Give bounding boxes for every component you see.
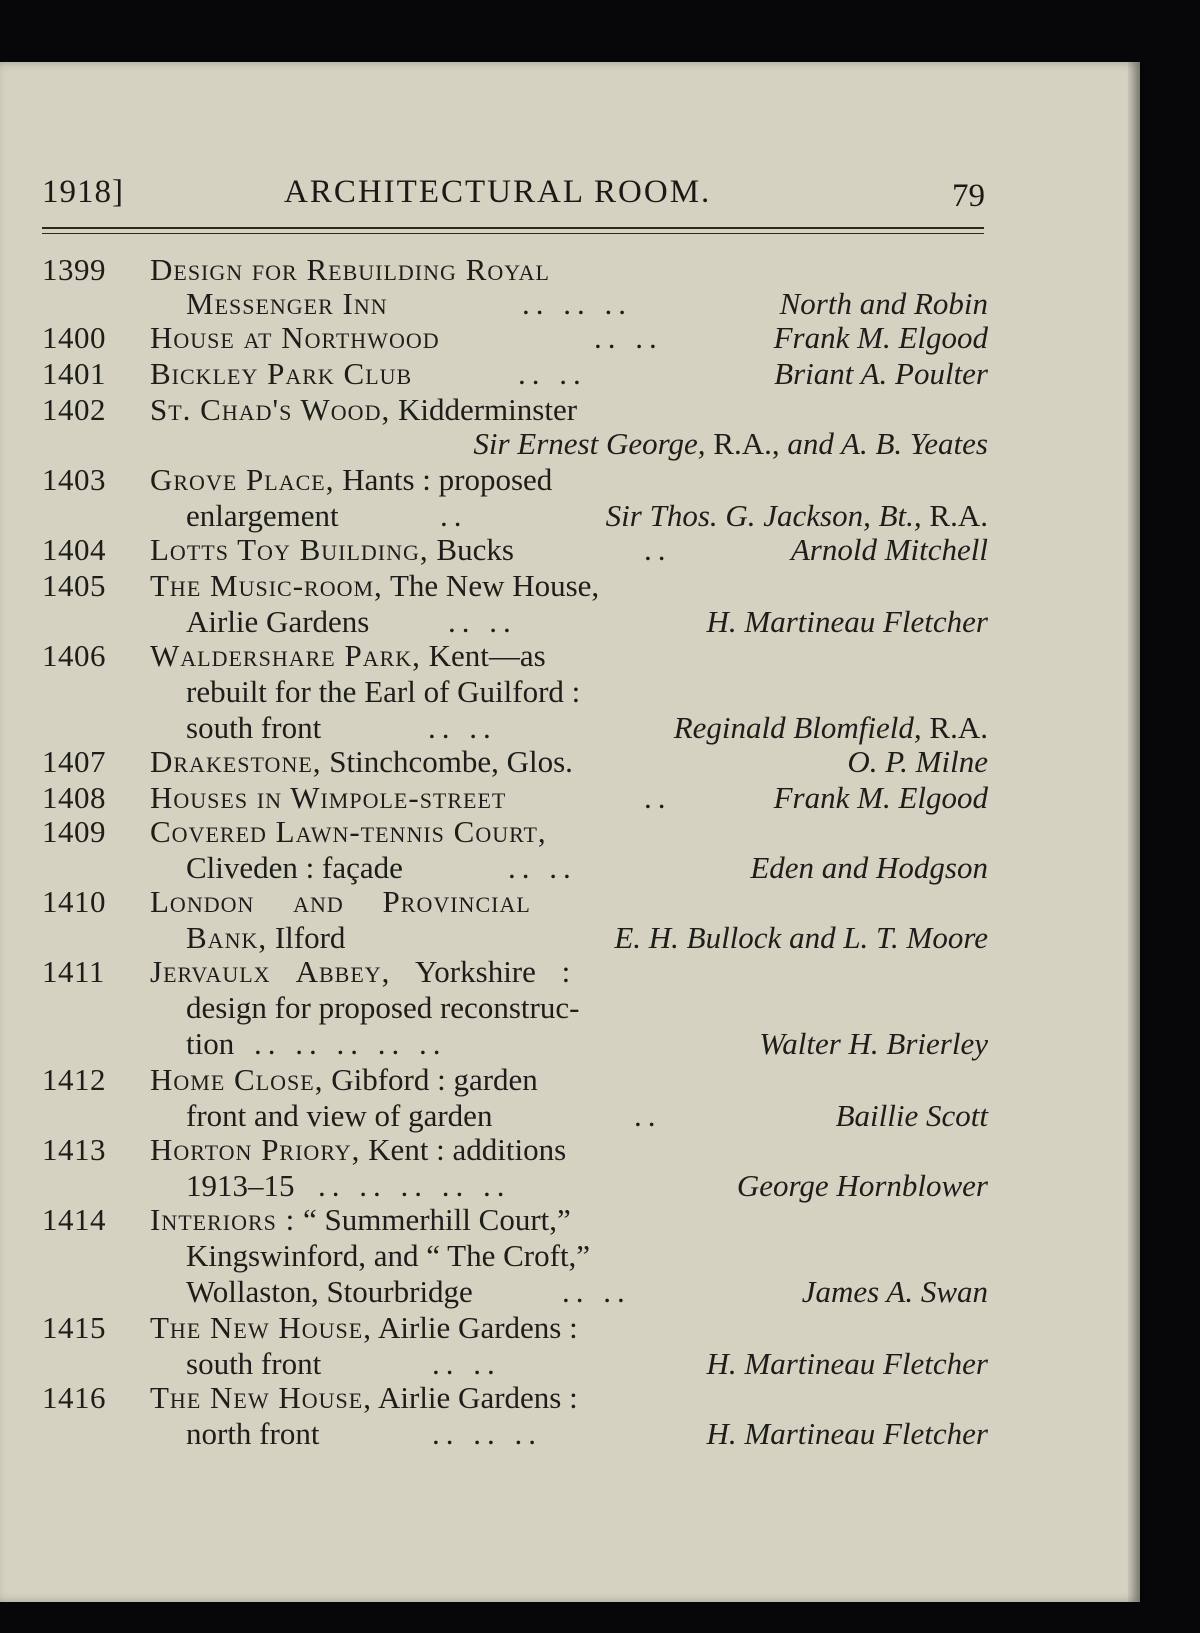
catalogue-entry-1405: [0, 568, 1140, 639]
entry-title: London and Provincial: [150, 884, 531, 919]
entry-author: O. P. Milne: [847, 744, 988, 779]
book-page: [0, 62, 1140, 1602]
entry-number: 1401: [42, 356, 106, 391]
entry-number: 1410: [42, 884, 106, 919]
entry-title-cont: Messenger Inn: [186, 286, 388, 321]
entry-author: George Hornblower: [736, 1168, 988, 1203]
header-year: 1918]: [42, 174, 124, 210]
entry-number: 1405: [42, 568, 106, 603]
catalogue-entry-1406: [0, 638, 1140, 745]
entry-author: James A. Swan: [801, 1274, 988, 1309]
catalogue-entry-1416: [0, 1380, 1140, 1451]
entry-author: Arnold Mitchell: [790, 532, 988, 567]
entry-title-cont: enlargement: [186, 498, 339, 533]
entry-title-cont: front and view of garden: [186, 1098, 493, 1133]
header-title: ARCHITECTURAL ROOM.: [284, 174, 712, 210]
entry-title: Horton Priory, Kent : additions: [150, 1132, 567, 1167]
entry-author: Briant A. Poulter: [774, 356, 988, 391]
entry-title: Lotts Toy Building, Bucks: [150, 532, 514, 567]
entry-leader: .. ..: [518, 356, 587, 391]
entry-title: St. Chad's Wood, Kidderminster: [150, 392, 578, 427]
entry-number: 1406: [42, 638, 106, 673]
entry-title-cont: Bank, Ilford: [186, 920, 346, 955]
entry-number: 1407: [42, 744, 106, 779]
page-edge-shadow: [1128, 62, 1144, 1602]
catalogue-entry-1399: [0, 252, 1140, 321]
entry-number: 1412: [42, 1062, 106, 1097]
entry-number: 1402: [42, 392, 106, 427]
entry-number: 1415: [42, 1310, 106, 1345]
entry-title-cont: tion: [186, 1026, 235, 1061]
entry-title: The New House, Airlie Gardens :: [150, 1310, 578, 1345]
entry-title: Bickley Park Club: [150, 356, 413, 391]
entry-leader: ..: [634, 1098, 662, 1133]
entry-author: Eden and Hodgson: [750, 850, 988, 885]
entry-title: House at Northwood: [150, 320, 440, 355]
entry-author: E. H. Bullock and L. T. Moore: [614, 920, 988, 955]
catalogue-entry-1409: [0, 814, 1140, 885]
entry-number: 1399: [42, 252, 106, 287]
entry-number: 1404: [42, 532, 106, 567]
entry-title-cont: design for proposed reconstruc-: [186, 990, 580, 1025]
catalogue-entry-1407: [0, 744, 1140, 780]
entry-title-cont: Cliveden : façade: [186, 850, 403, 885]
entry-title: Home Close, Gibford : garden: [150, 1062, 538, 1097]
entry-author: Baillie Scott: [835, 1098, 988, 1133]
entry-author: North and Robin: [779, 286, 988, 321]
catalogue-entry-1400: [0, 320, 1140, 356]
entry-number: 1408: [42, 780, 106, 815]
entry-number: 1413: [42, 1132, 106, 1167]
entry-title: Drakestone, Stinchcombe, Glos.: [150, 744, 573, 779]
catalogue-entry-1412: [0, 1062, 1140, 1133]
entry-author: H. Martineau Fletcher: [706, 604, 988, 639]
entry-author: Frank M. Elgood: [773, 320, 988, 355]
catalogue-entry-1413: [0, 1132, 1140, 1203]
entry-title-cont: Kingswinford, and “ The Croft,”: [186, 1238, 591, 1273]
entry-author: H. Martineau Fletcher: [706, 1346, 988, 1381]
entry-title: Design for Rebuilding Royal: [150, 252, 550, 287]
entry-number: 1414: [42, 1202, 106, 1237]
entry-leader: ..: [644, 780, 672, 815]
entry-title: Covered Lawn-tennis Court,: [150, 814, 547, 849]
entry-leader: .. ..: [594, 320, 663, 355]
entry-title-cont: Wollaston, Stourbridge: [186, 1274, 473, 1309]
entry-title: The Music-room, The New House,: [150, 568, 600, 603]
entry-leader: .. ..: [562, 1274, 631, 1309]
entry-number: 1400: [42, 320, 106, 355]
catalogue-entry-1404: [0, 532, 1140, 568]
entry-author: Walter H. Brierley: [759, 1026, 988, 1061]
catalogue-entry-1415: [0, 1310, 1140, 1381]
entry-leader: ..: [440, 498, 468, 533]
entry-title: The New House, Airlie Gardens :: [150, 1380, 578, 1415]
entry-leader: .. ..: [432, 1346, 501, 1381]
entry-author: Reginald Blomfield, R.A.: [673, 710, 988, 745]
entry-leader: .. .. .. .. ..: [254, 1026, 447, 1061]
entry-title-cont: 1913–15: [186, 1168, 295, 1203]
entry-leader: .. ..: [448, 604, 517, 639]
header-rule-thin: [42, 233, 984, 234]
catalogue-entry-1401: [0, 356, 1140, 392]
entry-title-cont: rebuilt for the Earl of Guilford :: [186, 674, 581, 709]
entry-title: Grove Place, Hants : proposed: [150, 462, 553, 497]
entry-leader: .. .. .. .. ..: [318, 1168, 511, 1203]
entry-title-cont: south front: [186, 710, 322, 745]
entry-number: 1411: [42, 954, 105, 989]
catalogue-entry-1414: [0, 1202, 1140, 1309]
catalogue-entry-1408: [0, 780, 1140, 816]
catalogue-entry-1403: [0, 462, 1140, 533]
entry-title: Interiors : “ Summerhill Court,”: [150, 1202, 571, 1237]
entry-title-cont: Airlie Gardens: [186, 604, 370, 639]
entry-title-cont: north front: [186, 1416, 320, 1451]
catalogue-entry-1410: [0, 884, 1140, 955]
entry-leader: .. ..: [428, 710, 497, 745]
entry-title: Waldershare Park, Kent—as: [150, 638, 546, 673]
entry-number: 1416: [42, 1380, 106, 1415]
catalogue-entry-1411: [0, 954, 1140, 1061]
entry-leader: ..: [644, 532, 672, 567]
entry-title: Jervaulx Abbey, Yorkshire :: [150, 954, 571, 989]
entry-author: Frank M. Elgood: [773, 780, 988, 815]
entry-leader: .. .. ..: [432, 1416, 542, 1451]
entry-title: Houses in Wimpole-street: [150, 780, 507, 815]
entry-author: Sir Ernest George, R.A., and A. B. Yeates: [473, 426, 988, 461]
entry-author: Sir Thos. G. Jackson, Bt., R.A.: [605, 498, 988, 533]
entry-title-cont: south front: [186, 1346, 322, 1381]
entry-leader: .. ..: [508, 850, 577, 885]
catalogue-entry-1402: [0, 392, 1140, 461]
entry-leader: .. .. ..: [522, 286, 632, 321]
entry-number: 1403: [42, 462, 106, 497]
entry-number: 1409: [42, 814, 106, 849]
header-page-number: 79: [952, 178, 985, 214]
entry-author: H. Martineau Fletcher: [706, 1416, 988, 1451]
header-rule: [42, 227, 984, 229]
